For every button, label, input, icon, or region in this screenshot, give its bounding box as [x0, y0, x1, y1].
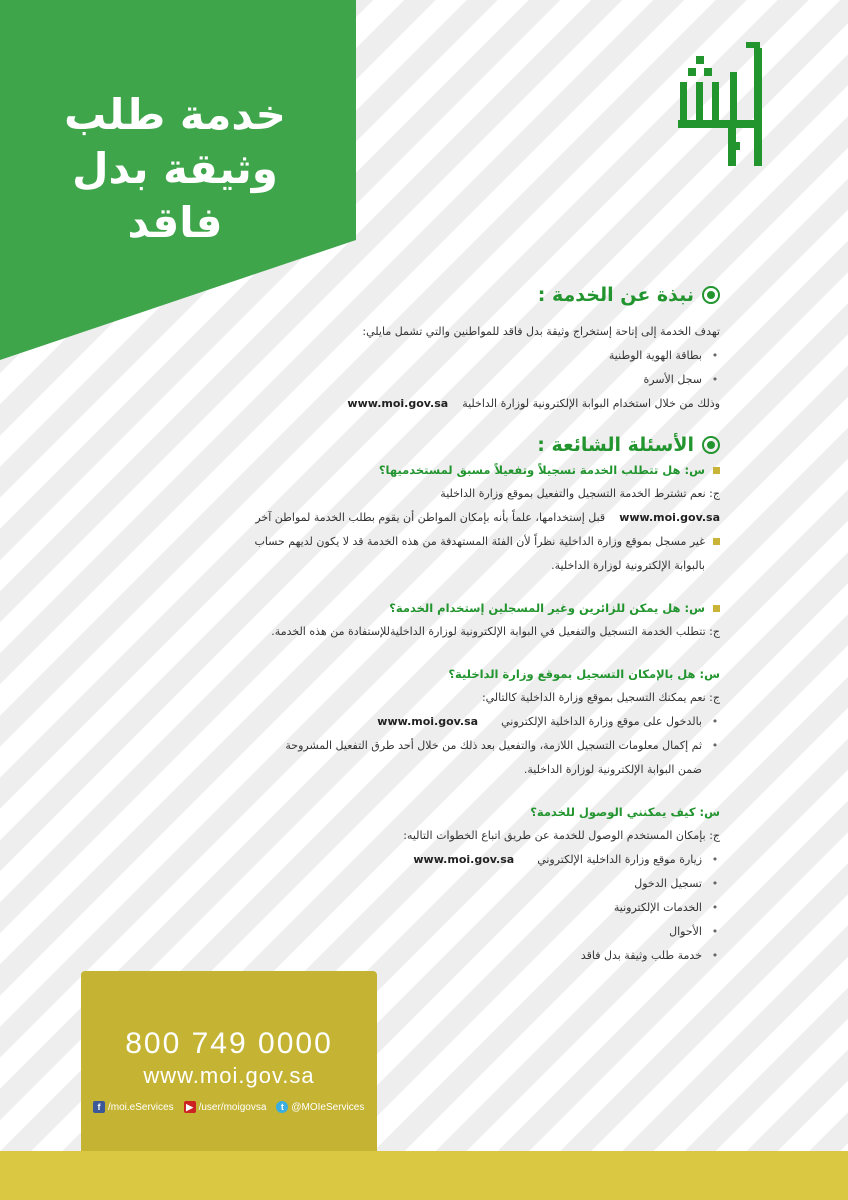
square-bullet-icon — [713, 467, 720, 474]
title-line-2: وثيقة بدل — [72, 144, 278, 193]
youtube-icon: ▶ — [184, 1101, 196, 1113]
faq-step: • خدمة طلب وثيقة بدل فاقد — [580, 949, 719, 962]
faq-heading: الأسئلة الشائعة : — [200, 434, 720, 456]
target-icon — [702, 436, 720, 454]
title-line-1: خدمة طلب — [64, 90, 286, 139]
twitter-icon: t — [276, 1101, 288, 1113]
faq-question-3: س: هل بالإمكان التسجيل بموقع وزارة الداخلية؟ — [448, 667, 720, 681]
moi-url[interactable]: www.moi.gov.sa — [413, 853, 515, 866]
youtube-link[interactable]: ▶ /user/moigovsa — [184, 1101, 267, 1113]
about-item: • بطاقة الهوية الوطنية — [608, 349, 719, 362]
faq-answer-1-continued: www.moi.gov.sa قبل إستخدامها، علماً بأنه بإمكان المواطن أن يقوم بطلب الخدمة لمواطن آخر — [255, 511, 720, 524]
phone-number[interactable]: 800 749 0000 — [125, 1027, 333, 1060]
about-outro: وذلك من خلال استخدام البوابة الإلكترونية لوزارة الداخلية www.moi.gov.sa — [347, 397, 720, 410]
faq-step: • تسجيل الدخول — [634, 877, 719, 890]
contact-box — [81, 971, 377, 1151]
moi-url[interactable]: www.moi.gov.sa — [377, 715, 479, 728]
square-bullet-icon — [713, 538, 720, 545]
moi-url[interactable]: www.moi.gov.sa — [619, 511, 720, 524]
faq-answer-3-item: • ثم إكمال معلومات التسجيل اللازمة، والتفعيل بعد ذلك من خلال أحد طرق التفعيل المشروحة ضمن البوابة الإلكترونية لوزارة الداخلية. — [285, 739, 719, 776]
faq-answer-2: ج: تتطلب الخدمة التسجيل والتفعيل في البوابة الإلكترونية لوزارة الداخليةللإستفادة من هذه الخدمة. — [271, 625, 720, 638]
faq-step: • زيارة موقع وزارة الداخلية الإلكتروني www.moi.gov.sa — [200, 848, 720, 872]
footer-band — [0, 1151, 848, 1200]
faq-answer-3-item: • بالدخول على موقع وزارة الداخلية الإلكتروني www.moi.gov.sa — [200, 710, 720, 734]
social-links — [93, 1101, 373, 1113]
target-icon — [702, 286, 720, 304]
faq-step: • الخدمات الإلكترونية — [613, 901, 719, 914]
faq-answer-1-note: غير مسجل بموقع وزارة الداخلية نظراً لأن الفئة المستهدفة من هذه الخدمة قد لا يكون لديهم حساب بالبوابة الإلكترونية لوزارة الداخلية. — [200, 530, 720, 578]
faq-question-4: س: كيف يمكنني الوصول للخدمة؟ — [530, 805, 720, 819]
square-bullet-icon — [713, 605, 720, 612]
about-section — [200, 284, 720, 416]
page-title — [60, 88, 290, 250]
facebook-icon: f — [93, 1101, 105, 1113]
faq-step: • الأحوال — [669, 925, 719, 938]
about-heading: نبذة عن الخدمة : — [200, 284, 720, 306]
faq-answer-4: ج: بإمكان المستخدم الوصول للخدمة عن طريق اتباع الخطوات التاليه: — [403, 829, 720, 842]
website-link[interactable]: www.moi.gov.sa — [143, 1063, 315, 1088]
facebook-link[interactable]: f /moi.eServices — [93, 1101, 174, 1113]
moi-url[interactable]: www.moi.gov.sa — [347, 397, 449, 410]
absher-logo — [672, 42, 768, 176]
faq-question-2: س: هل يمكن للزائرين وغير المسجلين إستخدام الخدمة؟ — [200, 596, 720, 620]
about-item: • سجل الأسرة — [643, 373, 719, 386]
title-line-3: فاقد — [127, 198, 223, 247]
faq-section — [200, 434, 720, 968]
faq-answer-1: ج: نعم تشترط الخدمة التسجيل والتفعيل بموقع وزارة الداخلية — [440, 487, 720, 500]
faq-question-1: س: هل تتطلب الخدمة تسجيلاً وتفعيلاً مسبق لمستخدميها؟ — [200, 458, 720, 482]
about-intro: تهدف الخدمة إلى إتاحة إستخراج وثيقة بدل فاقد للمواطنين والتي تشمل مايلي: — [362, 325, 720, 338]
twitter-link[interactable]: t @MOIeServices — [276, 1101, 364, 1113]
faq-answer-3: ج: نعم يمكنك التسجيل بموقع وزارة الداخلية كالتالي: — [481, 691, 720, 704]
